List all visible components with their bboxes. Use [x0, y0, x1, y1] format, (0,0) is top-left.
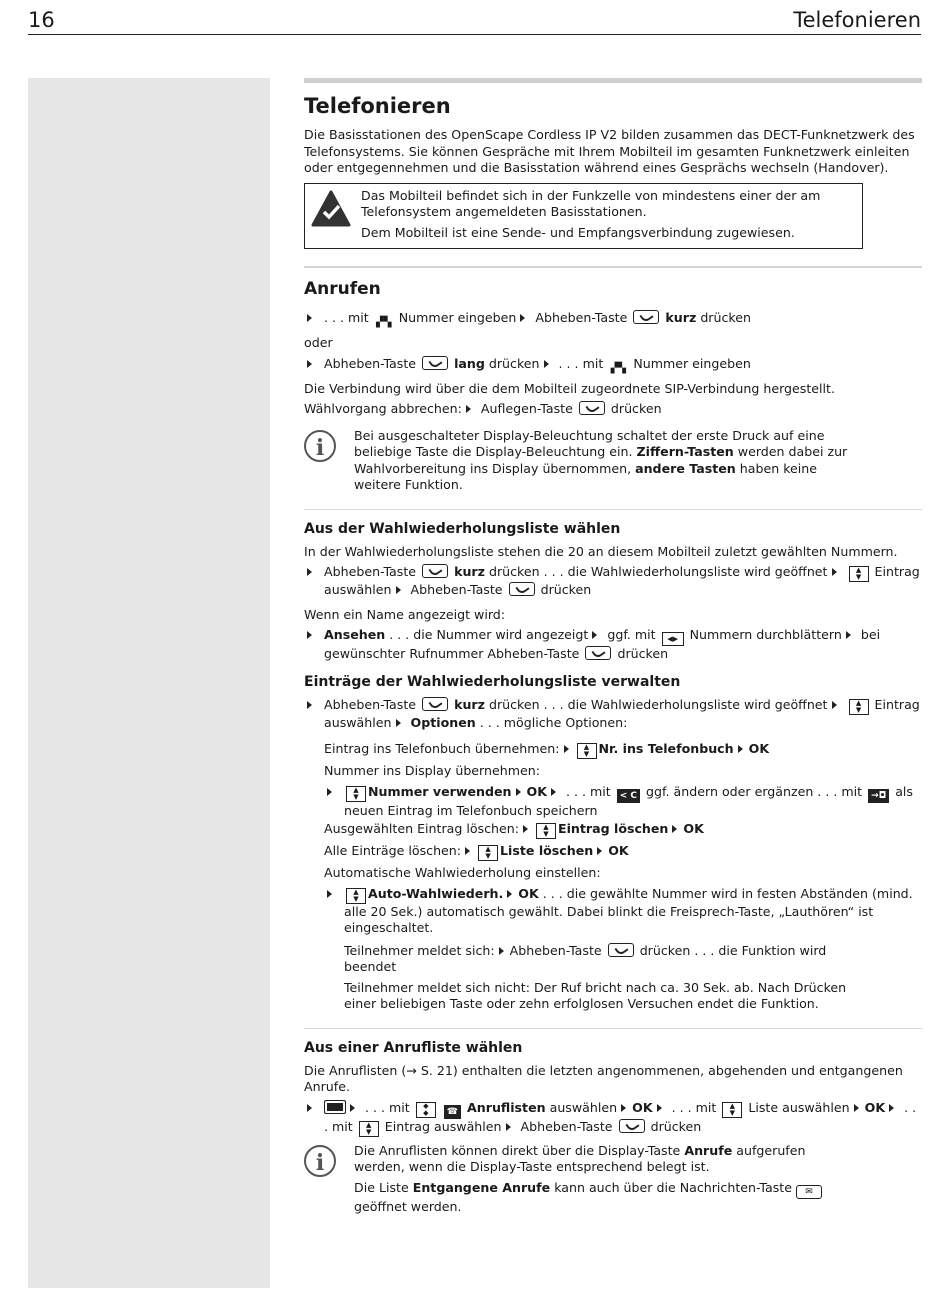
offhook-key-icon	[585, 646, 611, 660]
message-key-icon	[324, 1100, 346, 1114]
link-arrow-icon: →	[406, 1062, 421, 1078]
main-content: Telefonieren Die Basisstationen des OpenScape Cordless IP V2 bilden zusammen das DECT-Funknetzwerk des Telefonsystems. Sie können Gespräche mit Ihrem Mobilteil im gesamten Funknetzwerk einleiten oder entgegennehmen und die Basisstation während eines Gesprächs wechseln (Handover). Das Mobilteil befindet sich in der Funkzelle von mindestens einer der am Telefonsystem angemeldeten Basisstationen. Dem Mobilteil ist eine Sende- und Empfangsverbindung zugewiesen. Anrufen . . . mit ▞▚ Nummer eingeben Abheben-Taste kurz drücken oder Abheben-Taste lang drücken . . . mit ▞▚ Nummer eingeben Die Verbindung wird über die dem Mobilteil zugeordnete SIP-Verbindung hergestellt. Wählvorgang abbrechen: Auflegen-Taste drücken i Bei ausgeschalteter Display-Beleuchtung schaltet der erste Druck auf eine beliebige Taste die Display-Beleuchtung ein. Ziffern-Tasten werden dabei zur Wahlvorbereitung ins Display übernommen, andere Tasten haben keine weitere Funktion. Aus der Wahlwiederholungsliste wählen In der Wahlwiederholungsliste stehen die 20 an diesem Mobilteil zuletzt gewählten Nummern. Abheben-Taste kurz drücken . . . die Wahlwiederholungsliste wird geöffnet ▲ ▼ Eintrag auswählen Abheben-Taste drücken Wenn ein Name angezeigt wird: Ansehen . . . die Nummer wird angezeigt ggf. mit ◀▶ Nummern durchblättern bei gewünschter Rufnummer Abheben-Taste drücken Einträge der Wahlwiederholungsliste verwalten Abheben-Taste kurz drücken . . . die Wahlwiederholungsliste wird geöffnet ▲ ▼ Eintrag auswählen Optionen . . . mögliche Optionen: Eintrag ins Telefonbuch übernehmen: ▲ ▼ Nr. ins Telefonbuch OK Nummer ins Display übernehmen: ▲ ▼ Nummer verwenden OK . . . mit < C ggf. ändern oder ergänzen . . . mit →◘ als neuen Eintrag im Telefonbuch speichern Ausgewählten Eintrag löschen: ▲ ▼ Eintrag löschen OK Alle Einträge löschen: ▲ ▼ Liste löschen OK Automatische Wahlwiederholung einstellen: ▲ ▼ Auto-Wahlwiederh. OK . . . die gewählte Nummer wird in festen Abständen (mind. alle 20 Sek.) automatisch gewählt. Dabei blinkt die Freisprech-Taste, „Lauthören“ ist eingeschaltet. Teilnehmer meldet sich: Abheben-Taste drücken . . . die Funktion wird beendet Teilnehmer meldet sich nicht: Der Ruf bricht nach ca. 30 Sek. ab. Nach Drücken einer beliebigen Taste oder zehn erfolglosen Versuchen endet die Funktion. Aus einer Anrufliste wählen Die Anruflisten (→ S. 21) enthalten die letzten angenommenen, abgehenden und entgangenen Anrufe. . . . mit ◆ ◆ ☎ Anruflisten auswählen OK . . . mit ▲ ▼ Liste auswählen OK . . . mit ▲ ▼ Eintrag auswählen Abheben-Taste drücken i Die Anruflisten können direkt über die Display-Taste Anrufe aufgerufen werden, wenn die Display-Taste entsprechend belegt ist. Die Liste Entgangene Anrufe kann auch über die Nachrichten-Taste ✉ geöffnet werden.	[304, 78, 922, 1219]
clear-key-icon: < C	[617, 789, 640, 803]
divider	[304, 509, 922, 510]
calllist-icon: ☎	[444, 1105, 461, 1119]
onhook-key-icon	[579, 401, 605, 415]
nav-updown-icon: ▲ ▼	[849, 699, 869, 715]
info-note-display: i Bei ausgeschalteter Display-Beleuchtung schaltet der erste Druck auf eine beliebige Taste die Display-Beleuchtung ein. Ziffern-Tasten werden dabei zur Wahlvorbereitung ins Display übernommen, andere Tasten haben keine weitere Funktion.	[304, 428, 854, 494]
warning-check-icon	[311, 190, 351, 228]
step-manage: Abheben-Taste kurz drücken . . . die Wahlwiederholungsliste wird geöffnet ▲ ▼ Eintrag auswählen Optionen . . . mögliche Optionen:	[304, 697, 922, 732]
options-list: Eintrag ins Telefonbuch übernehmen: ▲ ▼ Nr. ins Telefonbuch OK Nummer ins Display übernehmen:	[324, 741, 770, 778]
page-number: 16	[28, 8, 55, 32]
prerequisite-box	[304, 183, 863, 250]
prereq-text-1: Das Mobilteil befindet sich in der Funkzelle von mindestens einer der am Telefonsystem angemeldeten Basisstationen.	[361, 187, 821, 219]
heading-anrufen: Anrufen	[304, 279, 381, 299]
nav-updown-icon: ▲ ▼	[849, 566, 869, 582]
heading-manage: Einträge der Wahlwiederholungsliste verwalten	[304, 673, 681, 690]
option-use-number: ▲ ▼ Nummer verwenden OK . . . mit < C ggf. ändern oder ergänzen . . . mit →◘ als neuen Eintrag im Telefonbuch speichern	[304, 784, 922, 820]
abort-line: Wählvorgang abbrechen: Auflegen-Taste drücken	[304, 401, 662, 416]
nav-4way-icon: ◆ ◆	[416, 1102, 436, 1118]
offhook-key-icon	[509, 582, 535, 596]
prereq-text-2: Dem Mobilteil ist eine Sende- und Empfangsverbindung zugewiesen.	[361, 224, 795, 240]
redial-intro: In der Wahlwiederholungsliste stehen die 20 an diesem Mobilteil zuletzt gewählten Nummern.	[304, 543, 898, 559]
page-title: Telefonieren	[304, 94, 451, 118]
step-calllist: . . . mit ◆ ◆ ☎ Anruflisten auswählen OK . . . mit ▲ ▼ Liste auswählen OK . . . mit ▲ ▼ Eintrag auswählen Abheben-Taste drücken	[304, 1100, 922, 1137]
heading-redial: Aus der Wahlwiederholungsliste wählen	[304, 520, 621, 537]
info-icon: i	[304, 1145, 336, 1177]
intro-text: Die Basisstationen des OpenScape Cordless IP V2 bilden zusammen das DECT-Funknetzwerk des Telefonsystems. Sie können Gespräche mit Ihrem Mobilteil im gesamten Funknetzwerk einleiten oder entgegennehmen und die Basisstation während eines Gesprächs wechseln (Handover).	[304, 127, 915, 175]
envelope-key-icon: ✉	[796, 1185, 822, 1199]
sidebar-panel	[28, 78, 270, 1288]
info-icon: i	[304, 430, 336, 462]
section-bar	[304, 78, 922, 83]
keypad-icon: ▞▚	[610, 362, 626, 374]
sip-note: Die Verbindung wird über die dem Mobilteil zugeordnete SIP-Verbindung hergestellt.	[304, 380, 835, 396]
offhook-key-icon	[633, 310, 659, 324]
info-note-calllist: i Die Anruflisten können direkt über die Display-Taste Anrufe aufgerufen werden, wenn die Display-Taste entsprechend belegt ist. Die Liste Entgangene Anrufe kann auch über die Nachrichten-Taste ✉ geöffnet werden.	[304, 1143, 854, 1216]
arrow-icon	[307, 314, 312, 322]
option-auto-redial: ▲ ▼ Auto-Wahlwiederh. OK . . . die gewählte Nummer wird in festen Abständen (mind. alle 20 Sek.) automatisch gewählt. Dabei blinkt die Freisprech-Taste, „Lauthören“ ist eingeschaltet.	[304, 886, 922, 937]
step-dial: . . . mit ▞▚ Nummer eingeben Abheben-Taste kurz drücken	[304, 310, 922, 331]
step-redial: Abheben-Taste kurz drücken . . . die Wahlwiederholungsliste wird geöffnet ▲ ▼ Eintrag auswählen Abheben-Taste drücken	[304, 564, 922, 599]
name-shown-text: Wenn ein Name angezeigt wird:	[304, 606, 506, 622]
offhook-key-icon	[422, 564, 448, 578]
heading-calllist: Aus einer Anrufliste wählen	[304, 1039, 523, 1056]
calllist-intro: Die Anruflisten (→ S. 21) enthalten die letzten angenommenen, abgehenden und entgangenen Anrufe.	[304, 1062, 903, 1094]
phonebook-key-icon: →◘	[868, 789, 889, 803]
page-header	[28, 6, 921, 35]
or-text: oder	[304, 335, 333, 350]
header-title: Telefonieren	[793, 8, 921, 32]
offhook-key-icon	[422, 697, 448, 711]
step-dial-alt: Abheben-Taste lang drücken . . . mit ▞▚ Nummer eingeben	[304, 356, 922, 377]
step-view: Ansehen . . . die Nummer wird angezeigt ggf. mit ◀▶ Nummern durchblättern bei gewünschter Rufnummer Abheben-Taste drücken	[304, 627, 922, 663]
nav-leftright-icon: ◀▶	[662, 632, 684, 646]
divider	[304, 266, 922, 268]
divider	[304, 1028, 922, 1029]
keypad-icon: ▞▚	[376, 317, 392, 328]
offhook-key-icon	[422, 356, 448, 370]
